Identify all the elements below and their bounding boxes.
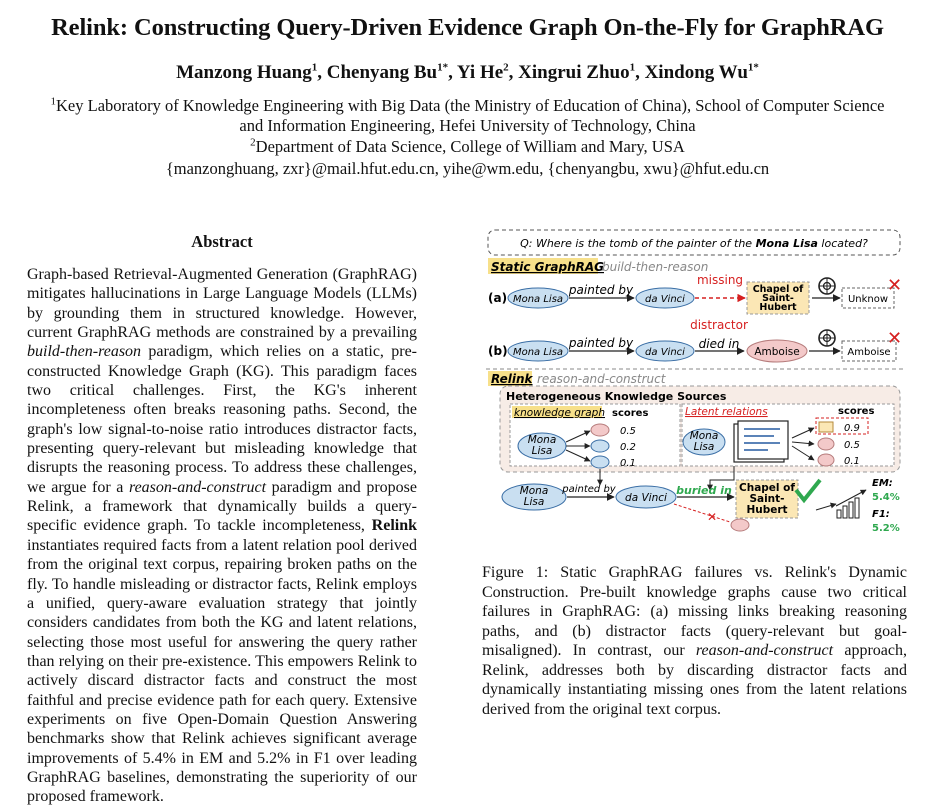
bottom-distractor-x: ✕ — [707, 510, 718, 524]
caption-segment: approach, Relink, addresses both by discarding distractor facts and dynamically instantiating missing ones from the latent relations derived from the original text corpus. — [482, 642, 907, 718]
row-b-tag: (b) — [488, 344, 508, 358]
bottom-node1-l1: Mona — [519, 485, 549, 497]
abstract-heading: Abstract — [191, 232, 253, 251]
bar-chart-icon — [836, 490, 866, 518]
abstract-segment: paradigm, which relies on a static, pre-constructed Knowledge Graph (KG). This paradigm faces two critical challenges. First, the KG's inherent incompleteness often breaks reasoning paths. Second, the graph's low signal-to-noise ratio introduces distractor facts, presenting query-relevant but misleading knowledge that disrupts the reasoning process. To address these challenges, we argue for a — [27, 343, 417, 496]
aff2-sup: 2 — [250, 136, 256, 149]
latent-label: Latent relations — [685, 406, 768, 418]
figure-1 — [482, 228, 912, 550]
em-value: 5.4% — [872, 492, 900, 503]
static-paradigm: build-then-reason — [602, 260, 709, 274]
paper-title: Relink: Constructing Query-Driven Evidence Graph On-the-Fly for GraphRAG — [51, 14, 884, 41]
bottom-edge1-label: painted by — [562, 484, 616, 495]
relink-label: Relink — [491, 372, 533, 386]
latent-score-1: 0.9 — [844, 423, 860, 434]
kg-cand-3 — [591, 456, 609, 468]
latent-score-3: 0.1 — [844, 456, 860, 467]
kg-label: knowledge graph — [514, 407, 605, 419]
query-text: Q: Where is the tomb of the painter of the Mona Lisa located? — [520, 237, 868, 250]
latent-node-l1: Mona — [689, 430, 719, 442]
author-name: Xindong Wu — [644, 62, 748, 83]
latent-cand-3 — [818, 454, 834, 466]
author-sup: 1* — [437, 61, 449, 74]
f1-label: F1: — [872, 509, 890, 520]
abstract-segment: paradigm and propose Relink, a framework that dynamically builds a query-specific evidence graph. To tackle incompleteness, — [27, 478, 417, 535]
abstract-segment: Relink — [371, 517, 417, 535]
row-b-edge1-label: painted by — [568, 336, 634, 350]
metrics-arrow — [816, 504, 836, 510]
abstract-segment: Graph-based Retrieval-Augmented Generation (GraphRAG) mitigates hallucinations in Large Language Models (LLMs) by grounding them in structured knowledge. However, current GraphRAG methods are constrained by a prevailing — [27, 266, 417, 342]
caption-segment: reason-and-construct — [695, 642, 834, 659]
bottom-target-l1: Chapel of — [739, 482, 795, 494]
author-sup: 1* — [747, 61, 759, 74]
document-stack-icon — [734, 421, 788, 462]
bottom-node1-l2: Lisa — [523, 496, 545, 508]
row-b-node2-text: da Vinci — [645, 347, 685, 358]
bottom-target-l2: Saint- — [749, 493, 785, 505]
latent-score-2: 0.5 — [844, 440, 860, 451]
latent-node-l2: Lisa — [693, 441, 715, 453]
author-list: Manzong Huang$^1$, Chenyang $Bu^{1*}$, Yi He$^2$, Xingrui Zhuo$^1$, Xindong $Wu^{1*}$ — [176, 61, 759, 83]
kg-score-1: 0.5 — [620, 426, 636, 437]
author-emails: {manzonghuang, zxr}@mail.hfut.edu.cn, yihe@wm.edu, {chenyangbu, xwu}@hfut.edu.cn — [165, 159, 770, 178]
row-a-llm-icon — [819, 278, 835, 294]
bottom-distractor-node — [731, 519, 749, 531]
author-name: Chenyang Bu — [326, 62, 438, 83]
abstract-segment: build-then-reason — [27, 343, 142, 361]
row-a-target-l2: Saint- — [762, 293, 794, 304]
row-b-node1-text: Mona Lisa — [512, 347, 564, 358]
bottom-edge2-label: buried in — [676, 484, 732, 497]
figure-caption — [482, 563, 907, 719]
row-b-answer: Amboise — [847, 347, 891, 358]
het-title: Heterogeneous Knowledge Sources — [506, 390, 727, 403]
bottom-distractor-edge — [674, 504, 730, 522]
row-a-target-l1: Chapel of — [752, 284, 804, 295]
aff1-sup: 1 — [50, 95, 57, 108]
kg-cand-1 — [591, 424, 609, 436]
affiliation-1 — [0, 96, 935, 136]
abstract-body — [27, 265, 417, 807]
f1-value: 5.2% — [872, 523, 900, 534]
row-b-edge2-label: died in — [698, 337, 740, 351]
row-b-distractor-label: distractor — [690, 318, 748, 332]
row-a-wrong-icon: ✕ — [887, 275, 903, 296]
kg-score-3: 0.1 — [620, 458, 636, 469]
kg-score-2: 0.2 — [620, 442, 636, 453]
row-a-edge1-label: painted by — [568, 283, 634, 297]
bottom-node2-text: da Vinci — [625, 492, 667, 504]
row-b-node3-text: Amboise — [754, 346, 800, 358]
kg-node-l2: Lisa — [531, 445, 553, 457]
bottom-correct-icon — [796, 480, 820, 500]
abstract-segment: instantiates required facts from a latent relation pool derived from the original text corpus, repairing broken paths on the fly. To handle misleading or distractor facts, Relink employs a unified, query-aware evaluation strategy that jointly considers candidates from both the KG and latent relations, selecting those most useful for answering the query rather than relying on their pre-existence. This empowers Relink to actively discard distractor facts and construct the most faithful and precise evidence path for each query. Extensive experiments on five Open-Domain Question Answering benchmarks show that Relink achieves significant average improvements of 5.4% in EM and 5.2% in F1 over leading GraphRAG baselines, demonstrating the superiority of our proposed framework. — [27, 536, 417, 806]
aff2-line: Department of Data Science, College of William and Mary, USA — [255, 137, 685, 156]
latent-scores-label: scores — [838, 406, 875, 417]
affiliation-2 — [0, 137, 935, 157]
kg-cand-2 — [591, 440, 609, 452]
author-sup: 1 — [629, 61, 636, 74]
bottom-target-l3: Hubert — [746, 504, 788, 516]
latent-cand-1 — [819, 422, 833, 432]
author-sup: 2 — [503, 61, 509, 74]
row-a-answer: Unknow — [847, 294, 889, 305]
author-name: Yi He — [456, 62, 504, 83]
row-a-missing-label: missing — [696, 273, 744, 287]
row-a-node1-text: Mona Lisa — [512, 294, 564, 305]
kg-scores-label: scores — [612, 408, 649, 419]
author-name: Xingrui Zhuo — [518, 62, 630, 83]
static-label: Static GraphRAG — [491, 260, 604, 274]
caption-segment: Figure 1: Static GraphRAG failures vs. Relink's Dynamic Construction. Pre-built knowledge graphs cause two critical failures in GraphRAG: (a) missing links breaking reasoning paths, and (b) distractor facts (query-relevant but goal-misaligned). In contrast, our — [482, 564, 907, 659]
aff1-line1: Key Laboratory of Knowledge Engineering with Big Data (the Ministry of Education of China), School of Computer Science — [56, 96, 885, 115]
row-a-node2-text: da Vinci — [645, 294, 685, 305]
kg-node-l1: Mona — [527, 434, 557, 446]
abstract-segment: reason-and-construct — [128, 478, 267, 496]
aff1-line2: and Information Engineering, Hefei University of Technology, China — [239, 116, 696, 135]
author-name: Manzong Huang — [176, 62, 312, 83]
row-a-tag: (a) — [488, 291, 508, 305]
relink-paradigm: reason-and-construct — [537, 372, 666, 386]
author-sup: 1 — [311, 61, 318, 74]
row-b-wrong-icon: ✕ — [887, 328, 903, 349]
row-a-target-l3: Hubert — [759, 302, 797, 313]
latent-cand-2 — [818, 438, 834, 450]
row-b-llm-icon — [819, 330, 835, 346]
em-label: EM: — [872, 478, 893, 489]
